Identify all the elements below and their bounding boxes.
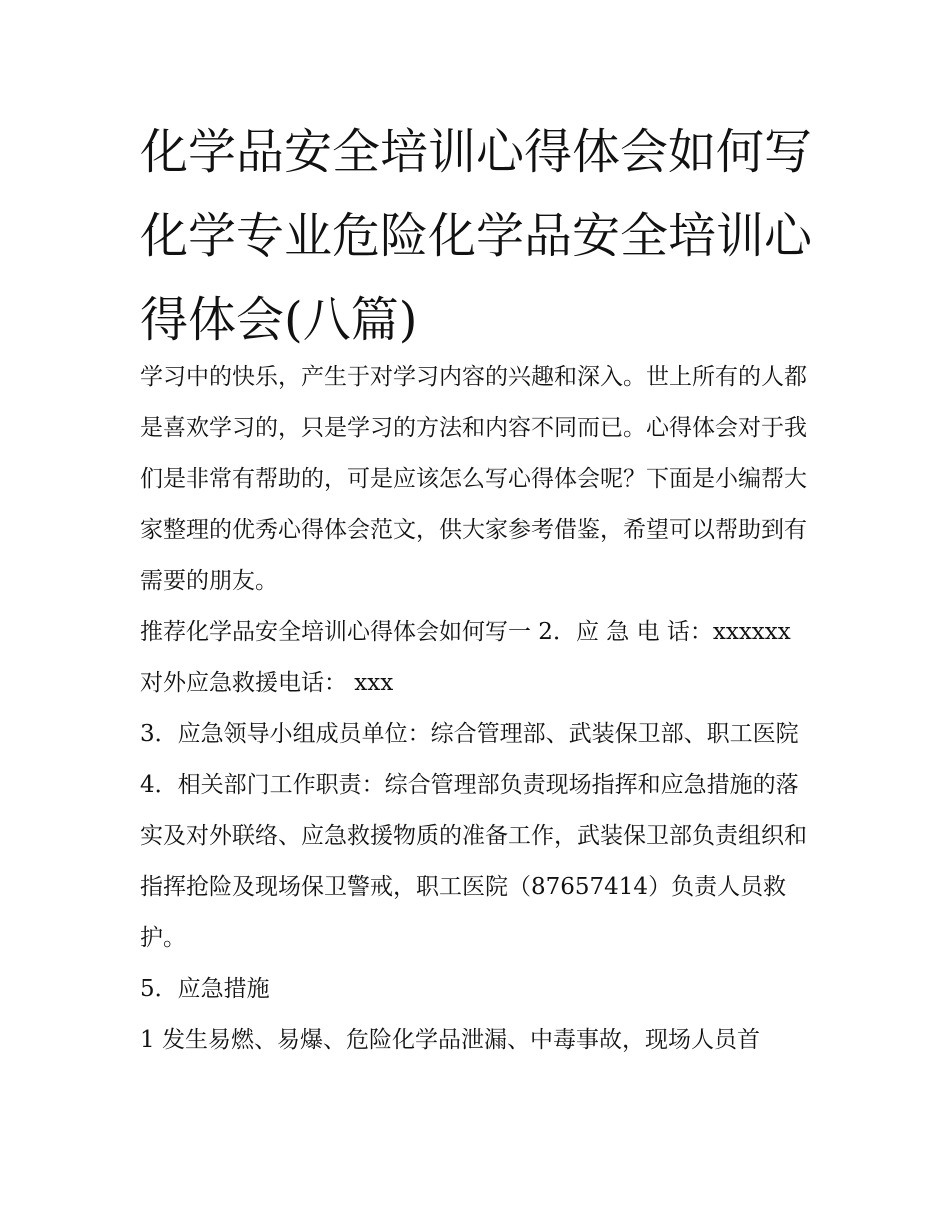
emergency-measures-heading: 5．应急措施 [140,976,270,1002]
emergency-phone-paragraph: 推荐化学品安全培训心得体会如何写一 2．应 急 电 话：xxxxxx 对外应急救援电话： xxx [140,619,791,696]
leadership-units-paragraph: 3．应急领导小组成员单位：综合管理部、武装保卫部、职工医院 [140,721,799,747]
department-duties-paragraph: 4．相关部门工作职责：综合管理部负责现场指挥和应急措施的落实及对外联络、应急救援物质的准备工作，武装保卫部负责组织和指挥抢险及现场保卫警戒，职工医院（87657414）负责人员救护。 [140,772,807,951]
document-body [140,352,820,1066]
document-title: 化学品安全培训心得体会如何写 化学专业危险化学品安全培训心得体会(八篇) [140,124,813,348]
intro-paragraph: 学习中的快乐，产生于对学习内容的兴趣和深入。世上所有的人都是喜欢学习的，只是学习的方法和内容不同而已。心得体会对于我们是非常有帮助的，可是应该怎么写心得体会呢？下面是小编帮大家整理的优秀心得体会范文，供大家参考借鉴，希望可以帮助到有需要的朋友。 [140,364,807,594]
measure-item-1: 1 发生易燃、易爆、危险化学品泄漏、中毒事故，现场人员首 [140,1027,760,1053]
